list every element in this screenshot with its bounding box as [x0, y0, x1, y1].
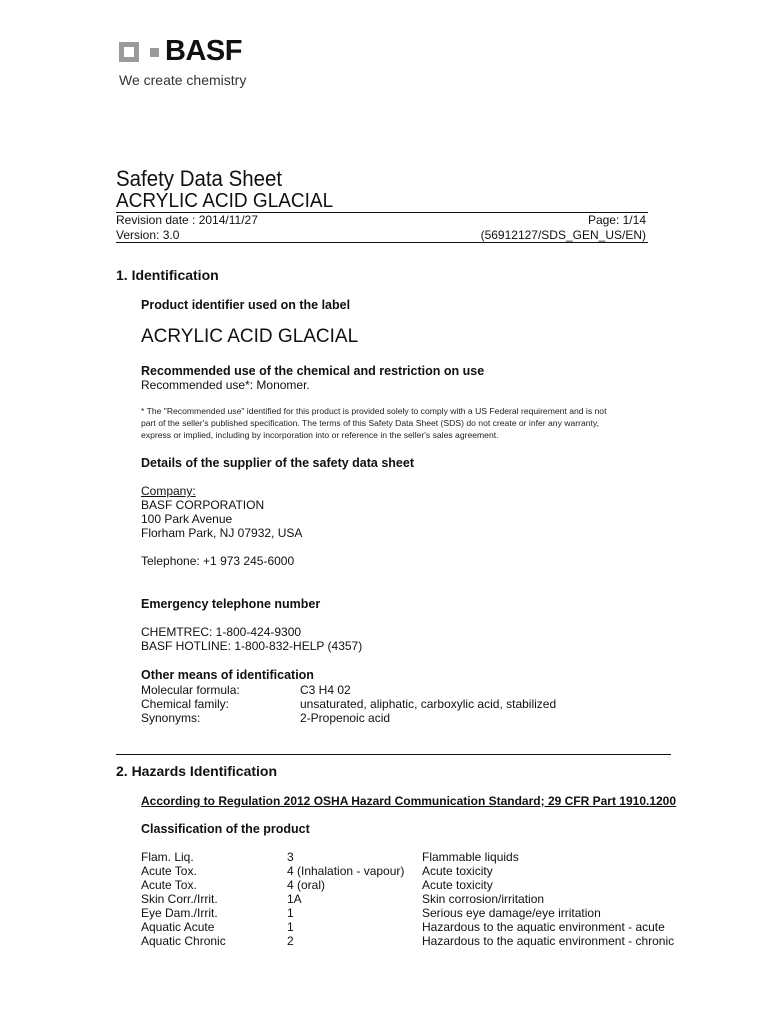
classification-table: [141, 850, 674, 948]
version: Version: 3.0: [116, 228, 180, 242]
product-identifier-heading: Product identifier used on the label: [141, 298, 351, 312]
classification-heading: Classification of the product: [141, 822, 310, 836]
table-row: Skin Corr./Irrit. 1A Skin corrosion/irritation: [141, 892, 545, 906]
basf-logo-dot-icon: [150, 48, 159, 57]
basf-logo: BASF: [165, 35, 242, 67]
product-identifier-name: ACRYLIC ACID GLACIAL: [141, 326, 359, 347]
recommended-use-text: Recommended use*: Monomer.: [141, 378, 310, 392]
basf-logo-square-icon: [119, 42, 139, 62]
supplier-heading: Details of the supplier of the safety data sheet: [141, 456, 414, 470]
table-row: Acute Tox. 4 (Inhalation - vapour) Acute toxicity: [141, 864, 493, 878]
revision-date: Revision date : 2014/11/27: [116, 213, 258, 227]
recommended-use-footnote: * The "Recommended use" identified for this product is provided solely to comply with a US Federal requirement and is not part of the seller's published specification. The terms of this Safety Data Sheet (SDS) do not create or infer any warranty, express or implied, including by incorporation into or reference in the seller's sales agreement.: [141, 406, 607, 440]
table-row: Aquatic Chronic 2 Hazardous to the aquatic environment - chronic: [141, 934, 675, 948]
section-divider: [116, 754, 671, 755]
section-2-title: 2. Hazards Identification: [116, 763, 278, 779]
header-rule-bottom: [116, 242, 648, 243]
company-label: Company:: [141, 484, 196, 498]
company-telephone: Telephone: +1 973 245-6000: [141, 554, 295, 568]
emergency-numbers: CHEMTREC: 1-800-424-9300 BASF HOTLINE: 1-800-832-HELP (4357): [141, 625, 363, 653]
company-address: BASF CORPORATION 100 Park Avenue Florham Park, NJ 07932, USA: [141, 498, 303, 540]
table-row: Chemical family: unsaturated, aliphatic, carboxylic acid, stabilized: [141, 697, 557, 711]
table-row: Flam. Liq. 3 Flammable liquids: [141, 850, 519, 864]
table-row: Eye Dam./Irrit. 1 Serious eye damage/eye irritation: [141, 906, 601, 920]
other-identification-table: [141, 683, 556, 725]
table-row: Synonyms: 2-Propenoic acid: [141, 711, 391, 725]
document-code: (56912127/SDS_GEN_US/EN): [480, 228, 646, 242]
emergency-heading: Emergency telephone number: [141, 597, 321, 611]
other-identification-heading: Other means of identification: [141, 668, 314, 682]
table-row: Molecular formula: C3 H4 02: [141, 683, 351, 697]
table-row: Acute Tox. 4 (oral) Acute toxicity: [141, 878, 493, 892]
table-row: Aquatic Acute 1 Hazardous to the aquatic environment - acute: [141, 920, 665, 934]
product-title: ACRYLIC ACID GLACIAL: [116, 190, 334, 212]
page-number: Page: 1/14: [587, 213, 646, 227]
section-1-title: 1. Identification: [116, 267, 219, 283]
regulation-reference: According to Regulation 2012 OSHA Hazard Communication Standard; 29 CFR Part 1910.1200: [141, 794, 677, 808]
logo-tagline: We create chemistry: [119, 72, 247, 88]
recommended-use-heading: Recommended use of the chemical and restriction on use: [141, 364, 485, 378]
document-title: Safety Data Sheet: [116, 166, 283, 191]
